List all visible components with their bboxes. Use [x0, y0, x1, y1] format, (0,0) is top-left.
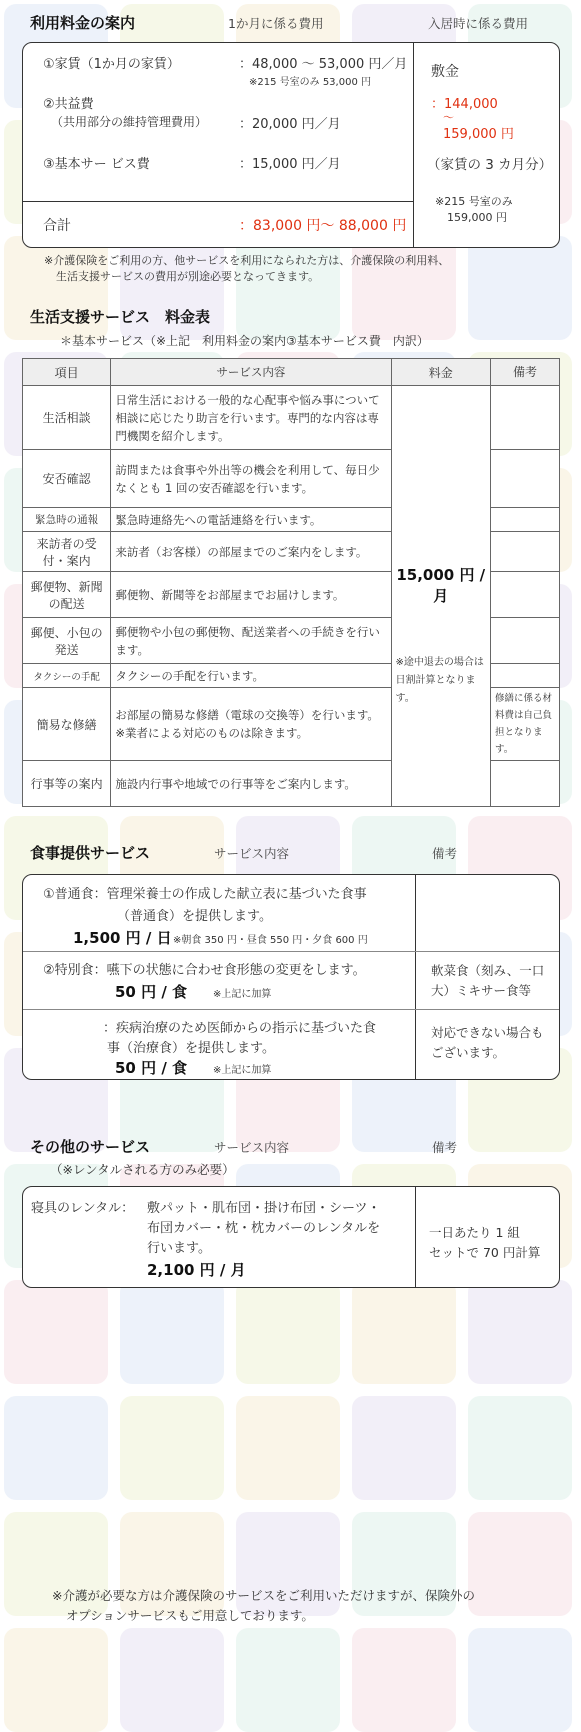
- normal-meal-price: 1,500 円 / 日: [73, 929, 172, 947]
- rent-label: ①家賃（1か月の家賃）: [43, 57, 180, 72]
- background-tile: [4, 1628, 108, 1732]
- meals-title: 食事提供サービス: [30, 844, 151, 862]
- rental-text-3: 行います。: [147, 1241, 211, 1256]
- deposit-note2: ※215 号室のみ: [435, 195, 513, 208]
- note-cell: [490, 618, 559, 664]
- row-content: タクシーの手配を行います。: [111, 664, 391, 688]
- background-tile: [468, 1396, 572, 1500]
- rental-price: 2,100 円 / 月: [147, 1261, 246, 1279]
- support-price: 15,000 円 / 月: [396, 566, 486, 605]
- support-title: 生活支援サービス 料金表: [30, 308, 211, 326]
- background-tile: [120, 1280, 224, 1384]
- row-content: 郵便物や小包の郵便物、配送業者への手続きを行います。: [111, 618, 391, 664]
- row-content: 緊急時連絡先への電話連絡を行います。: [111, 508, 391, 532]
- header-content: サービス内容: [111, 359, 391, 386]
- basic-label: ③基本サー ビス費: [43, 157, 150, 172]
- deposit-tilde: ～: [443, 111, 454, 124]
- background-tile: [468, 1280, 572, 1384]
- row-item: 来訪者の受付・案内: [23, 532, 111, 572]
- fees-divider: [413, 43, 414, 247]
- therapy-meal-note: 対応できない場合もございます。: [431, 1025, 544, 1060]
- deposit-note3: 159,000 円: [447, 211, 507, 224]
- rental-note-1: 一日あたり 1 組: [429, 1225, 520, 1240]
- support-subtitle: ＊基本サービス（※上記 利用料金の案内③基本サービス費 内訳）: [60, 334, 429, 348]
- row-item: 簡易な修繕: [23, 688, 111, 761]
- fees-footnote-1: ※介護保険をご利用の方、他サービスを利用になられた方は、介護保険の利用料、: [44, 254, 450, 267]
- note-cell: [490, 508, 559, 532]
- other-col-note: 備考: [432, 1140, 458, 1155]
- support-table: [22, 358, 560, 807]
- header-item: 項目: [23, 359, 111, 386]
- fees-col-movein: 入居時に係る費用: [428, 16, 529, 31]
- background-tile: [236, 1396, 340, 1500]
- meals-divider: [415, 875, 416, 1079]
- meals-row-divider: [23, 951, 559, 952]
- background-tile: [468, 1512, 572, 1616]
- row-content: 郵便物、新聞等をお部屋までお届けします。: [111, 572, 391, 618]
- rental-label: 寝具のレンタル：: [31, 1201, 135, 1216]
- row-item: 生活相談: [23, 386, 111, 450]
- background-tile: [352, 1396, 456, 1500]
- deposit-title: 敷金: [431, 64, 459, 80]
- special-meal-label: ②特別食：嚥下の状態に合わせ食形態の変更をします。: [43, 963, 366, 978]
- background-tile: [4, 1396, 108, 1500]
- header-price: 料金: [391, 359, 490, 386]
- rental-text-1: 敷パット・肌布団・掛け布団・シーツ・: [147, 1201, 381, 1216]
- note-cell: [490, 532, 559, 572]
- other-title: その他のサービス: [30, 1138, 151, 1156]
- deposit-max: 159,000 円: [443, 127, 514, 142]
- common-label: ②共益費: [43, 97, 94, 112]
- row-content: 施設内行事や地域での行事等をご案内します。: [111, 761, 391, 807]
- therapy-meal-price: 50 円 / 食: [115, 1059, 188, 1077]
- background-tile: [468, 1628, 572, 1732]
- header-note: 備考: [490, 359, 559, 386]
- row-content: お部屋の簡易な修繕（電球の交換等）を行います。※業者による対応のものは除きます。: [111, 688, 391, 761]
- other-divider: [415, 1187, 416, 1287]
- therapy-meal-label-2: 事（治療食）を提供します。: [107, 1041, 275, 1056]
- background-tile: [352, 1280, 456, 1384]
- background-tile: [468, 236, 572, 340]
- row-item: 緊急時の通報: [23, 508, 111, 532]
- common-value: ：20,000 円／月: [239, 117, 341, 132]
- background-tile: [352, 1628, 456, 1732]
- therapy-meal-detail: ※上記に加算: [213, 1065, 272, 1076]
- price-cell: [391, 386, 490, 807]
- background-tile: [236, 1280, 340, 1384]
- deposit-min: ：144,000: [431, 97, 498, 112]
- note-cell: [490, 761, 559, 807]
- total-value: ：83,000 円～ 88,000 円: [239, 218, 407, 234]
- row-item: 安否確認: [23, 450, 111, 508]
- other-subtitle: （※レンタルされる方のみ必要）: [50, 1162, 235, 1177]
- row-item: タクシーの手配: [23, 664, 111, 688]
- fees-total-divider: [23, 201, 413, 202]
- row-item: 郵便、小包の発送: [23, 618, 111, 664]
- normal-meal-label: ①普通食：管理栄養士の作成した献立表に基づいた食事: [43, 887, 367, 902]
- meals-col-content: サービス内容: [214, 846, 290, 861]
- rental-text-2: 布団カバー・枕・枕カバーのレンタルを: [147, 1221, 381, 1236]
- background-tile: [4, 1280, 108, 1384]
- repair-note: 修繕に係る材料費は自己負担となります。: [490, 688, 559, 761]
- footer-line-2: オプションサービスもご用意しております。: [66, 1608, 314, 1623]
- row-content: 来訪者（お客様）の部屋までのご案内をします。: [111, 532, 391, 572]
- background-tile: [120, 1396, 224, 1500]
- background-tile: [120, 1628, 224, 1732]
- therapy-meal-label: ：疾病治療のため医師からの指示に基づいた食: [103, 1021, 377, 1036]
- note-cell: [490, 572, 559, 618]
- total-label: 合計: [43, 218, 71, 234]
- table-row: [23, 386, 560, 450]
- background-tile: [236, 1628, 340, 1732]
- support-table-header: [23, 359, 560, 386]
- normal-meal-label-2: （普通食）を提供します。: [117, 909, 272, 924]
- special-meal-note: 軟菜食（刻み、一口大）ミキサー食等: [431, 963, 545, 998]
- rental-note-2: セットで 70 円計算: [429, 1245, 541, 1260]
- deposit-note: （家賃の 3 カ月分）: [427, 157, 553, 173]
- rent-value: ：48,000 ～ 53,000 円／月: [239, 57, 408, 72]
- row-item: 郵便物、新聞の配送: [23, 572, 111, 618]
- common-sub: （共用部分の維持管理費用）: [51, 115, 208, 129]
- footer-line-1: ※介護が必要な方は介護保険のサービスをご利用いただけますが、保険外の: [52, 1588, 475, 1603]
- rent-note: ※215 号室のみ 53,000 円: [249, 77, 371, 88]
- row-content: 日常生活における一般的な心配事や悩み事について相談に応じたり助言を行います。専門的な内容は専門機関を紹介します。: [111, 386, 391, 450]
- row-content: 訪問または食事や外出等の機会を利用して、毎日少なくとも 1 回の安否確認を行います。: [111, 450, 391, 508]
- other-box: [22, 1186, 560, 1288]
- support-price-note: ※途中退去の場合は日割計算となります。: [395, 657, 484, 704]
- special-meal-price: 50 円 / 食: [115, 983, 188, 1001]
- fees-box: [22, 42, 560, 248]
- meals-row-divider: [23, 1009, 559, 1010]
- fees-footnote-2: 生活支援サービスの費用が別途必要となってきます。: [56, 270, 320, 283]
- row-item: 行事等の案内: [23, 761, 111, 807]
- meals-box: [22, 874, 560, 1080]
- fees-title: 利用料金の案内: [30, 14, 136, 32]
- note-cell: [490, 450, 559, 508]
- fees-col-monthly: 1か月に係る費用: [228, 16, 324, 31]
- normal-meal-detail: ※朝食 350 円・昼食 550 円・夕食 600 円: [173, 935, 368, 946]
- note-cell: [490, 664, 559, 688]
- note-cell: [490, 386, 559, 450]
- basic-value: ：15,000 円／月: [239, 157, 341, 172]
- special-meal-detail: ※上記に加算: [213, 989, 272, 1000]
- other-col-content: サービス内容: [214, 1140, 290, 1155]
- meals-col-note: 備考: [432, 846, 458, 861]
